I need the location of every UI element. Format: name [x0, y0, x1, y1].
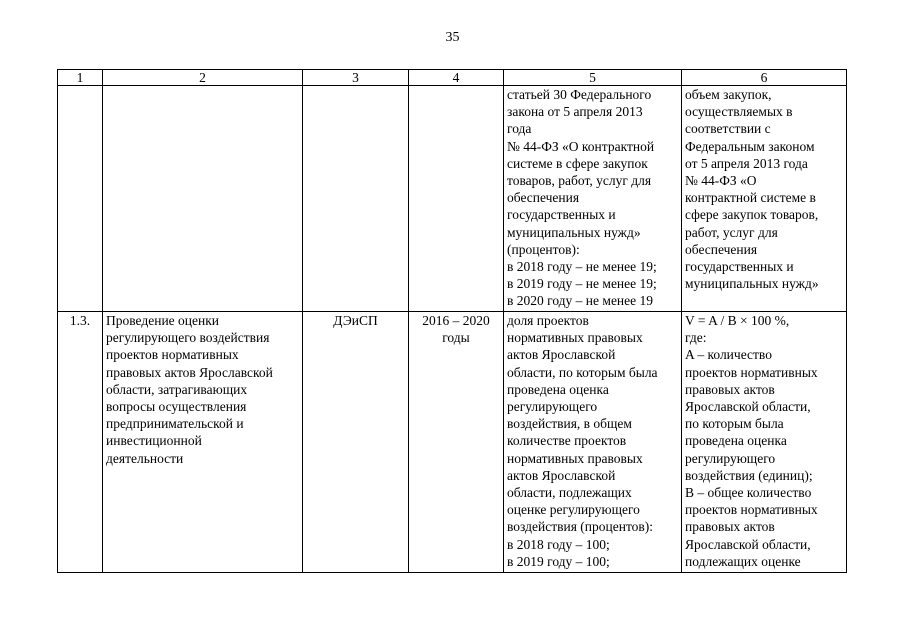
table-row	[58, 312, 847, 573]
text-line: Ярославской области,	[685, 399, 811, 415]
text-line: количестве проектов	[507, 433, 627, 449]
text-line: регулирующего воздействия	[106, 330, 270, 346]
text-line: области, подлежащих	[507, 485, 632, 501]
text-line: (процентов):	[507, 241, 580, 257]
text-line: предпринимательской и	[106, 416, 244, 432]
text-line: государственных и	[685, 259, 794, 275]
text-line: в 2019 году – 100;	[507, 553, 610, 569]
text-line: воздействия (процентов):	[507, 519, 654, 535]
text-line: деятельности	[106, 450, 184, 466]
executor-cell	[303, 86, 409, 312]
text-line: подлежащих оценке	[685, 553, 801, 569]
text-line: проектов нормативных	[685, 502, 818, 518]
text-line: государственных и	[507, 207, 616, 223]
text-line: сфере закупок товаров,	[685, 207, 819, 223]
document-table	[57, 69, 847, 573]
text-line: воздействия, в общем	[507, 416, 632, 432]
text-line: V = A / B × 100 %,	[685, 313, 790, 328]
text-line: от 5 апреля 2013 года	[685, 155, 808, 171]
text-line: осуществляемых в	[685, 104, 793, 120]
text-line: контрактной системе в	[685, 190, 816, 206]
row-number-cell: 1.3.	[58, 312, 103, 573]
text-line: 2016 – 2020	[422, 313, 490, 328]
text-line: обеспечения	[685, 241, 758, 257]
text-line: проведена оценка	[685, 433, 787, 449]
table-header-row	[58, 70, 847, 86]
text-line: в 2020 году – не менее 19	[507, 293, 654, 309]
text-line: Федеральным законом	[685, 138, 815, 154]
text-line: системе в сфере закупок	[507, 155, 648, 171]
text-line: вопросы осуществления	[106, 399, 247, 415]
table-row	[58, 86, 847, 312]
text-line: в 2018 году – не менее 19;	[507, 259, 657, 275]
row-number-cell	[58, 86, 103, 312]
text-line: муниципальных нужд»	[685, 276, 819, 292]
text-line: воздействия (единиц);	[685, 467, 813, 483]
text-line: регулирующего	[507, 399, 598, 415]
text-line: Ярославской области,	[685, 536, 811, 552]
text-line: проведена оценка	[507, 381, 609, 397]
page-number: 35	[445, 30, 460, 45]
text-line: № 44-ФЗ «О контрактной	[507, 138, 655, 154]
text-line: нормативных правовых	[507, 330, 643, 346]
indicator-cell	[504, 312, 682, 573]
text-line: товаров, работ, услуг для	[507, 173, 652, 189]
formula-cell	[682, 86, 847, 312]
text-line: года	[507, 121, 532, 137]
header-cell: 3	[303, 70, 409, 86]
text-line: Проведение оценки	[106, 313, 220, 328]
text-line: актов Ярославской	[507, 347, 616, 363]
header-cell: 2	[103, 70, 303, 86]
text-line: закона от 5 апреля 2013	[507, 104, 643, 120]
text-line: области, затрагивающих	[106, 381, 248, 397]
text-line: инвестиционной	[106, 433, 202, 449]
text-line: правовых актов Ярославской	[106, 364, 273, 380]
text-line: нормативных правовых	[507, 450, 643, 466]
text-line: соответствии с	[685, 121, 771, 137]
text-line: работ, услуг для	[685, 224, 778, 240]
period-cell	[409, 86, 504, 312]
formula-cell	[682, 312, 847, 573]
measure-name-cell	[103, 86, 303, 312]
measure-name-cell	[103, 312, 303, 573]
text-line: в 2018 году – 100;	[507, 536, 610, 552]
text-line: годы	[442, 330, 470, 346]
text-line: обеспечения	[507, 190, 580, 206]
text-line: B – общее количество	[685, 485, 812, 501]
header-cell: 1	[58, 70, 103, 86]
text-line: A – количество	[685, 347, 772, 363]
text-line: в 2019 году – не менее 19;	[507, 276, 657, 292]
text-line: где:	[685, 330, 707, 346]
text-line: оценке регулирующего	[507, 502, 640, 518]
text-line: правовых актов	[685, 519, 775, 535]
text-line: № 44-ФЗ «О	[685, 173, 757, 189]
text-line: объем закупок,	[685, 87, 772, 102]
text-line: статьей 30 Федерального	[507, 87, 652, 102]
period-cell	[409, 312, 504, 573]
text-line: доля проектов	[507, 313, 589, 328]
text-line: регулирующего	[685, 450, 776, 466]
text-line: проектов нормативных	[685, 364, 818, 380]
text-line: проектов нормативных	[106, 347, 239, 363]
text-line: области, по которым была	[507, 364, 658, 380]
executor-cell: ДЭиСП	[303, 312, 409, 573]
text-line: актов Ярославской	[507, 467, 616, 483]
text-line: муниципальных нужд»	[507, 224, 641, 240]
text-line: правовых актов	[685, 381, 775, 397]
header-cell: 5	[504, 70, 682, 86]
indicator-cell	[504, 86, 682, 312]
text-line: по которым была	[685, 416, 784, 432]
header-cell: 4	[409, 70, 504, 86]
header-cell: 6	[682, 70, 847, 86]
